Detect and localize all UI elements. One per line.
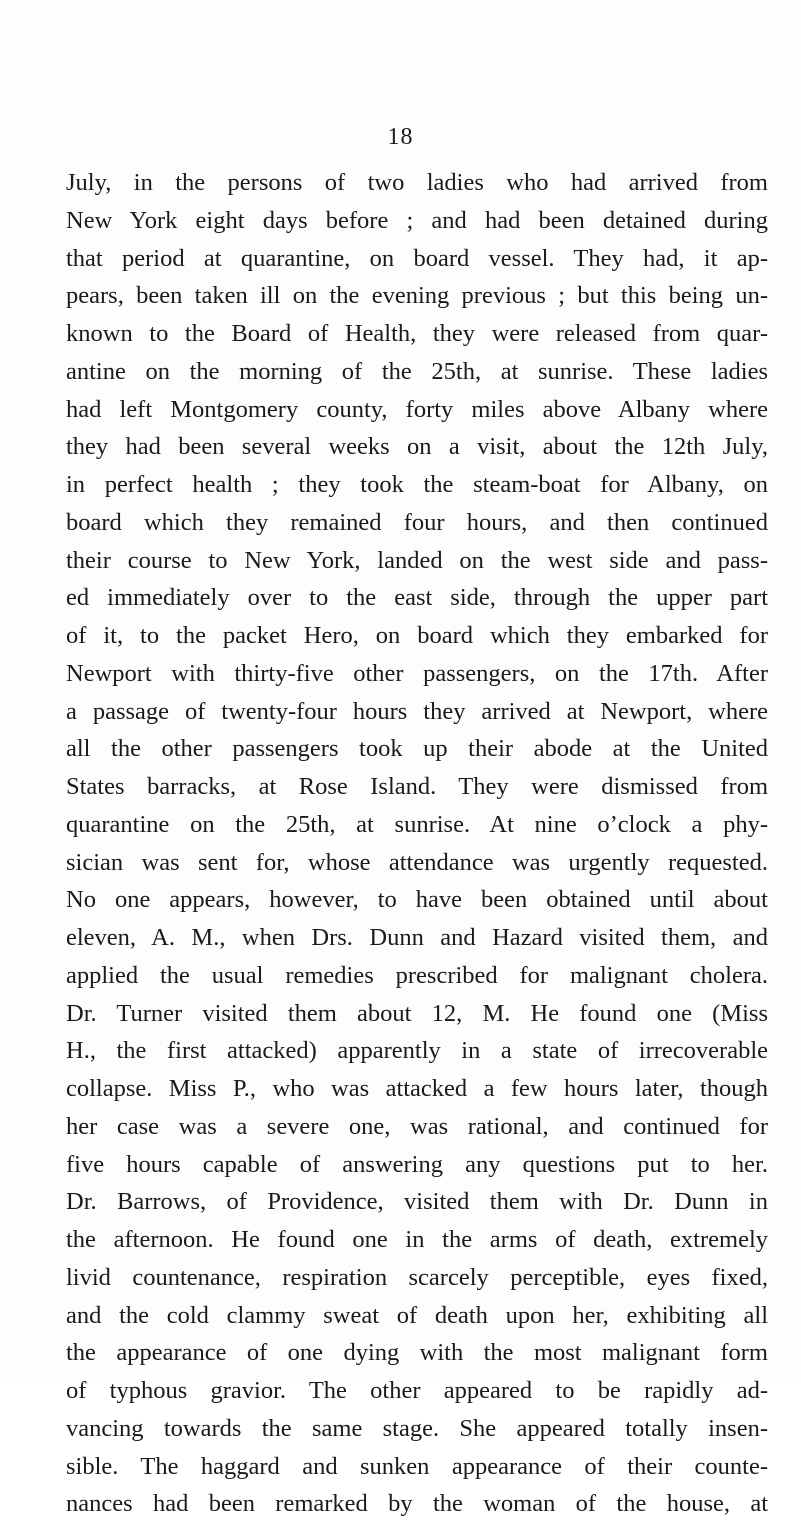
- text-line: the afternoon. He found one in the arms of death, extremely: [66, 1226, 768, 1253]
- text-line: in perfect health ; they took the steam-boat for Albany, on: [66, 471, 768, 498]
- text-line: they had been several weeks on a visit, about the 12th July,: [66, 433, 768, 461]
- text-line: antine on the morning of the 25th, at sunrise. These ladies: [66, 357, 768, 385]
- text-line: their course to New York, landed on the west side and pass-: [66, 546, 768, 574]
- text-line: vancing towards the same stage. She appeared totally insen-: [66, 1414, 768, 1442]
- text-line: sician was sent for, whose attendance was urgently requested.: [66, 848, 768, 876]
- text-line: States barracks, at Rose Island. They were dismissed from: [66, 773, 768, 800]
- page-number: 18: [387, 124, 414, 150]
- text-line: Dr. Turner visited them about 12, M. He found one (Miss: [66, 999, 768, 1027]
- text-line: livid countenance, respiration scarcely perceptible, eyes fixed,: [66, 1263, 768, 1291]
- text-line: applied the usual remedies prescribed for malignant cholera.: [66, 961, 768, 989]
- text-line: of it, to the packet Hero, on board which they embarked for: [66, 622, 768, 649]
- text-line: known to the Board of Health, they were released from quar-: [66, 320, 768, 347]
- text-line: that period at quarantine, on board vessel. They had, it ap-: [66, 244, 768, 272]
- text-line: of typhous gravior. The other appeared to be rapidly ad-: [66, 1377, 768, 1404]
- text-line: Dr. Barrows, of Providence, visited them with Dr. Dunn in: [66, 1188, 768, 1216]
- text-line: five hours capable of answering any questions put to her.: [66, 1150, 768, 1178]
- text-line: sible. The haggard and sunken appearance of their counte-: [66, 1452, 768, 1480]
- body-text: [66, 164, 768, 1523]
- text-line: ed immediately over to the east side, through the upper part: [66, 584, 768, 612]
- text-line: the appearance of one dying with the most malignant form: [66, 1339, 768, 1367]
- text-line: July, in the persons of two ladies who had arrived from: [66, 169, 768, 196]
- text-line: a passage of twenty-four hours they arrived at Newport, where: [66, 697, 768, 725]
- text-line: H., the first attacked) apparently in a state of irrecoverable: [66, 1037, 768, 1065]
- text-line: had left Montgomery county, forty miles above Albany where: [66, 395, 768, 423]
- text-line: eleven, A. M., when Drs. Dunn and Hazard visited them, and: [66, 924, 768, 951]
- text-line: board which they remained four hours, and then continued: [66, 508, 768, 536]
- text-line: and the cold clammy sweat of death upon her, exhibiting all: [66, 1301, 768, 1329]
- text-line: quarantine on the 25th, at sunrise. At nine o’clock a phy-: [66, 810, 768, 838]
- text-line: Newport with thirty-five other passengers, on the 17th. After: [66, 659, 768, 687]
- text-line: New York eight days before ; and had been detained during: [66, 206, 768, 234]
- text-line: collapse. Miss P., who was attacked a few hours later, though: [66, 1075, 768, 1102]
- text-line: all the other passengers took up their abode at the United: [66, 735, 768, 763]
- text-line: nances had been remarked by the woman of the house, at: [66, 1490, 768, 1518]
- text-line: pears, been taken ill on the evening previous ; but this being un-: [66, 282, 768, 310]
- text-line: her case was a severe one, was rational, and continued for: [66, 1112, 768, 1140]
- text-line: No one appears, however, to have been obtained until about: [66, 886, 768, 914]
